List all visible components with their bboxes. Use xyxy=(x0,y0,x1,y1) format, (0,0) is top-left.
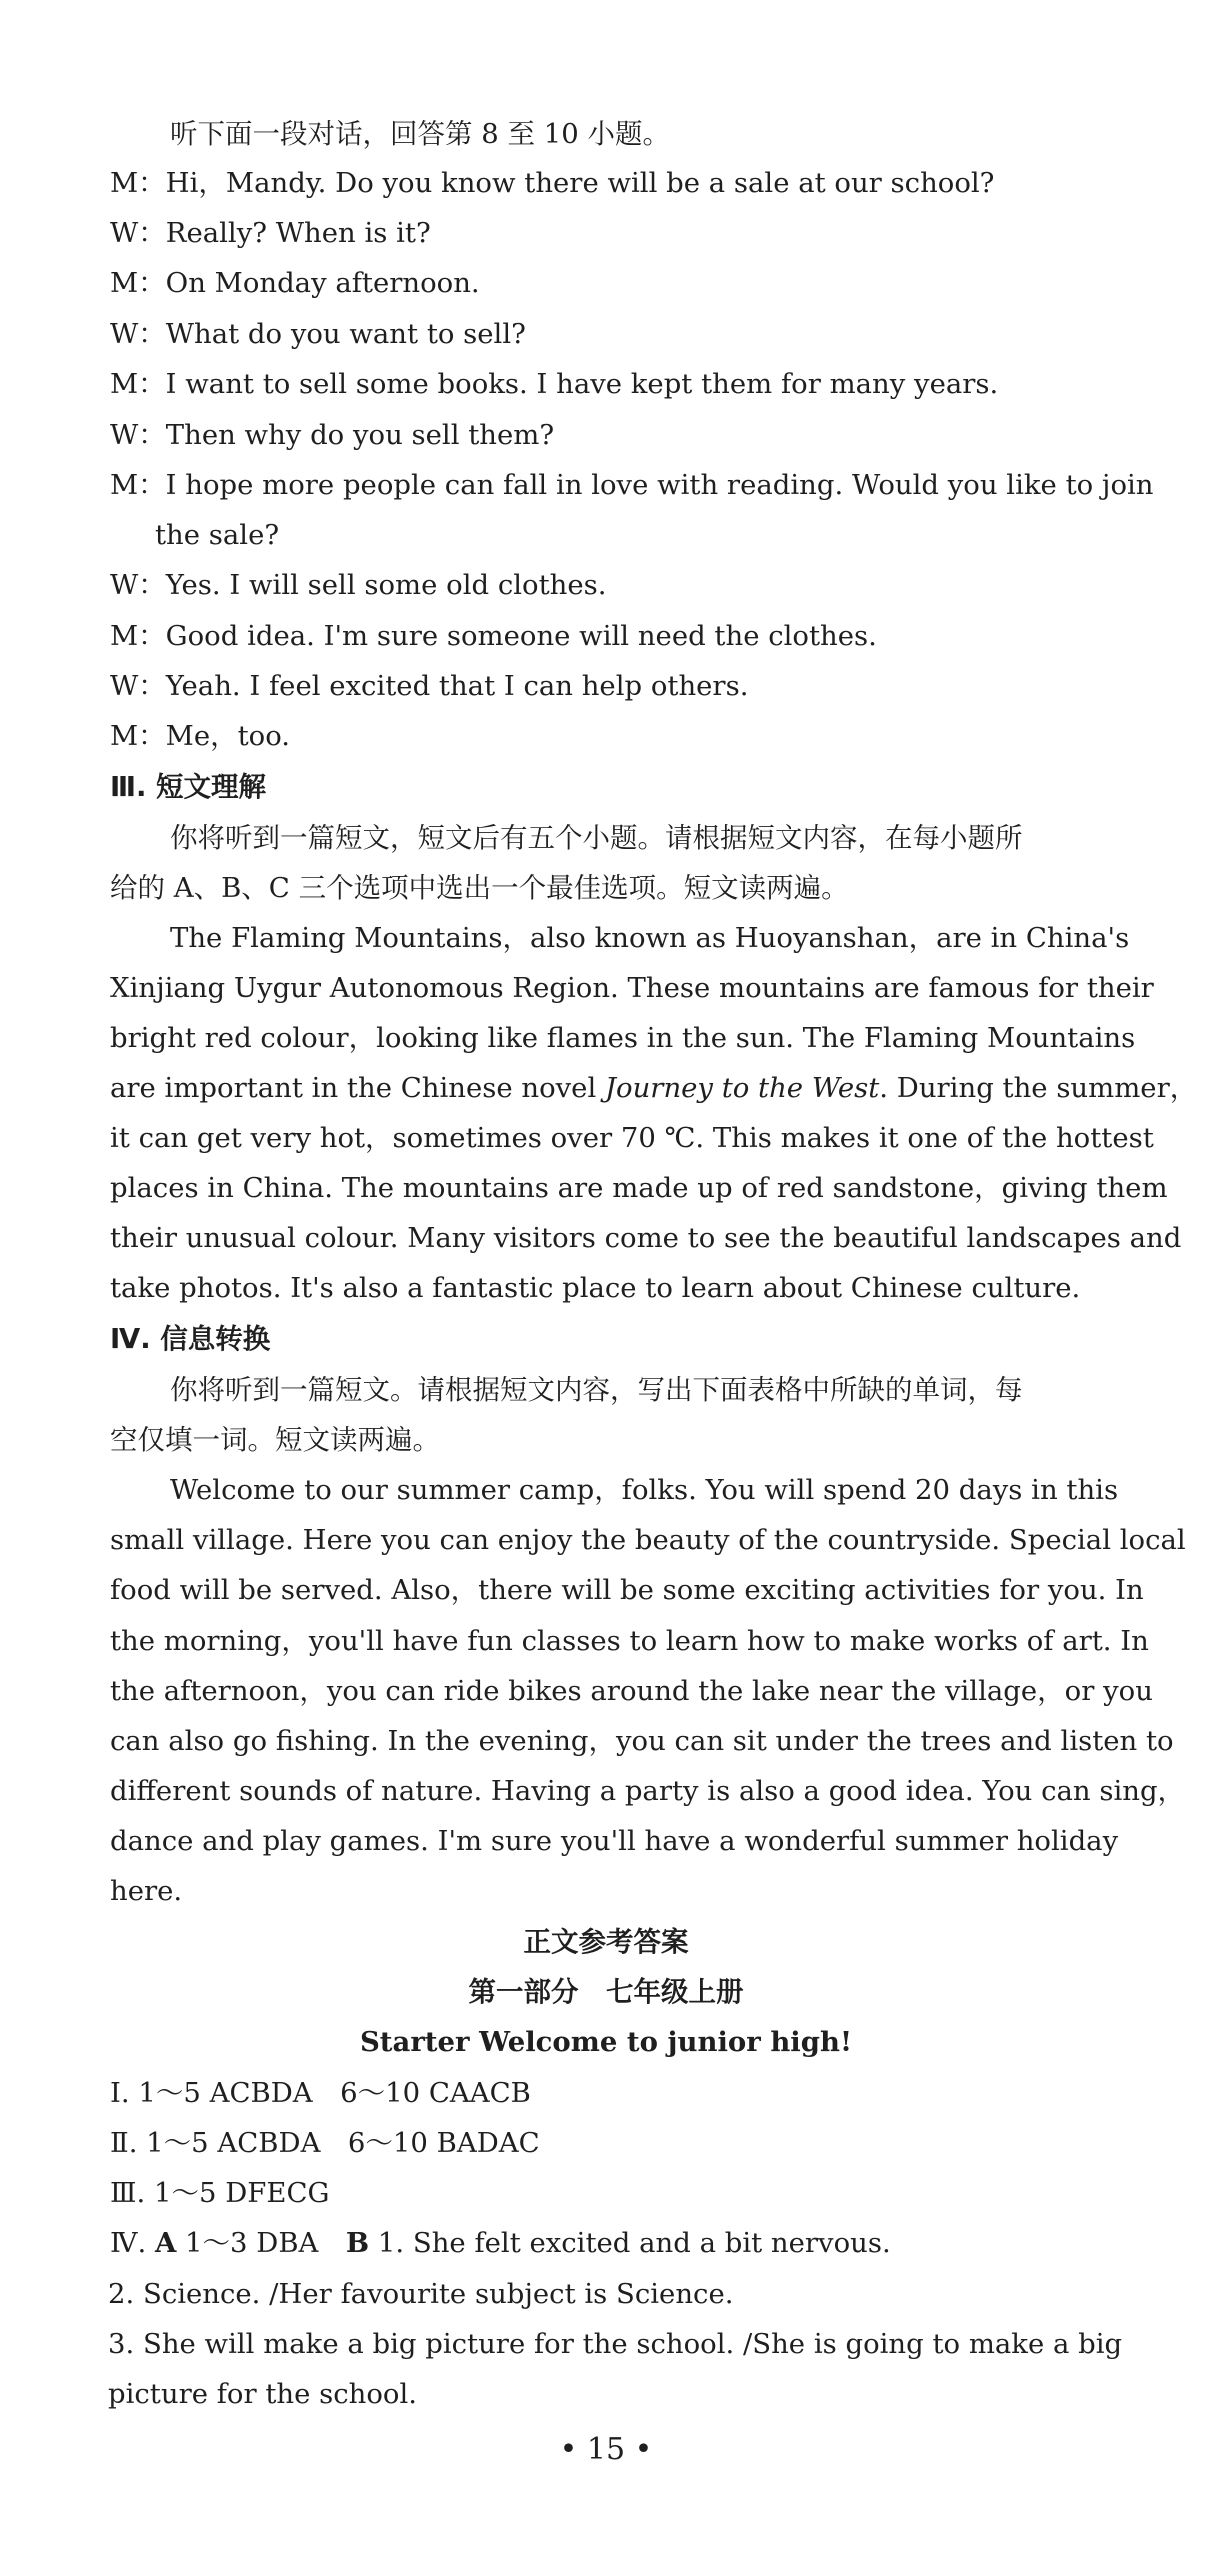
passage-line: the afternoon，you can ride bikes around the lake near the village，or you xyxy=(110,1675,1153,1707)
passage-line: places in China. The mountains are made up of red sandstone，giving them xyxy=(110,1172,1168,1204)
passage-line: can also go fishing. In the evening，you can sit under the trees and listen to xyxy=(110,1725,1174,1757)
novel-title: Journey to the West xyxy=(605,1072,880,1104)
passage-line: the morning，you'll have fun classes to learn how to make works of art. In xyxy=(110,1625,1149,1657)
dialogue-line: M：I hope more people can fall in love with reading. Would you like to join xyxy=(110,469,1154,501)
dialogue-line: W：Yeah. I feel excited that I can help others. xyxy=(110,670,749,702)
answer-line: Ⅲ. 1～5 DFECG xyxy=(110,2177,330,2209)
passage-line: The Flaming Mountains，also known as Huoyanshan，are in China's xyxy=(170,922,1130,954)
dialogue-line: M：Good idea. I'm sure someone will need the clothes. xyxy=(110,620,877,652)
dialogue-line: M：On Monday afternoon. xyxy=(110,267,480,299)
answers-unit: Starter Welcome to junior high! xyxy=(359,2026,853,2058)
dialogue-line: W：What do you want to sell? xyxy=(110,318,526,350)
passage-line: it can get very hot，sometimes over 70 ℃. This makes it one of the hottest xyxy=(110,1122,1154,1154)
passage-line: bright red colour，looking like flames in the sun. The Flaming Mountains xyxy=(110,1022,1136,1054)
passage-line: here. xyxy=(110,1875,183,1907)
instruction-line: 你将听到一篇短文。请根据短文内容，写出下面表格中所缺的单词，每 xyxy=(170,1374,1023,1406)
dialogue-line: M：Hi，Mandy. Do you know there will be a sale at our school? xyxy=(110,167,995,199)
page-number: • 15 • xyxy=(559,2432,653,2467)
instruction-line: 你将听到一篇短文，短文后有五个小题。请根据短文内容，在每小题所 xyxy=(170,822,1023,854)
dialogue-line: W：Really? When is it? xyxy=(110,217,431,249)
answer-part-b-label: B xyxy=(345,2227,370,2259)
dialogue-line: W：Yes. I will sell some old clothes. xyxy=(110,569,607,601)
passage-line: different sounds of nature. Having a party is also a good idea. You can sing， xyxy=(110,1775,1186,1807)
answer-part-a-label: A xyxy=(154,2227,177,2259)
instruction-line: 给的 A、B、C 三个选项中选出一个最佳选项。短文读两遍。 xyxy=(110,872,849,904)
dialogue-line-continued: the sale? xyxy=(155,519,280,551)
answer-line: Ⅳ. A 1～3 DBA B 1. She felt excited and a bit nervous. xyxy=(110,2227,891,2259)
answer-line: Ⅰ. 1～5 ACBDA 6～10 CAACB xyxy=(110,2077,531,2109)
section-heading-4: Ⅳ. 信息转换 xyxy=(110,1323,271,1355)
dialogue-line: M：I want to sell some books. I have kept them for many years. xyxy=(110,368,999,400)
passage-line: are important in the Chinese novel Journey to the West. During the summer， xyxy=(110,1072,1198,1104)
section-heading-3: Ⅲ. 短文理解 xyxy=(110,771,267,803)
passage-line: Welcome to our summer camp，folks. You will spend 20 days in this xyxy=(170,1474,1119,1506)
passage-line: their unusual colour. Many visitors come to see the beautiful landscapes and xyxy=(110,1222,1182,1254)
passage-line: dance and play games. I'm sure you'll have a wonderful summer holiday xyxy=(110,1825,1119,1857)
answer-line: Ⅱ. 1～5 ACBDA 6～10 BADAC xyxy=(110,2127,540,2159)
answer-line: 3. She will make a big picture for the school. /She is going to make a big xyxy=(108,2328,1123,2360)
instruction-line: 空仅填一词。短文读两遍。 xyxy=(110,1424,440,1456)
passage-line: take photos. It's also a fantastic place to learn about Chinese culture. xyxy=(110,1272,1081,1304)
dialogue-line: M：Me，too. xyxy=(110,720,291,752)
passage-line: food will be served. Also，there will be some exciting activities for you. In xyxy=(110,1574,1144,1606)
answers-title: 正文参考答案 xyxy=(523,1926,689,1958)
dialogue-intro: 听下面一段对话，回答第 8 至 10 小题。 xyxy=(170,118,670,150)
dialogue-line: W：Then why do you sell them? xyxy=(110,419,555,451)
passage-line: small village. Here you can enjoy the beauty of the countryside. Special local xyxy=(110,1524,1186,1556)
answers-part: 第一部分 七年级上册 xyxy=(468,1976,744,2008)
answer-line: 2. Science. /Her favourite subject is Science. xyxy=(108,2278,734,2310)
answer-line: picture for the school. xyxy=(108,2378,417,2410)
passage-line: Xinjiang Uygur Autonomous Region. These mountains are famous for their xyxy=(110,972,1154,1004)
